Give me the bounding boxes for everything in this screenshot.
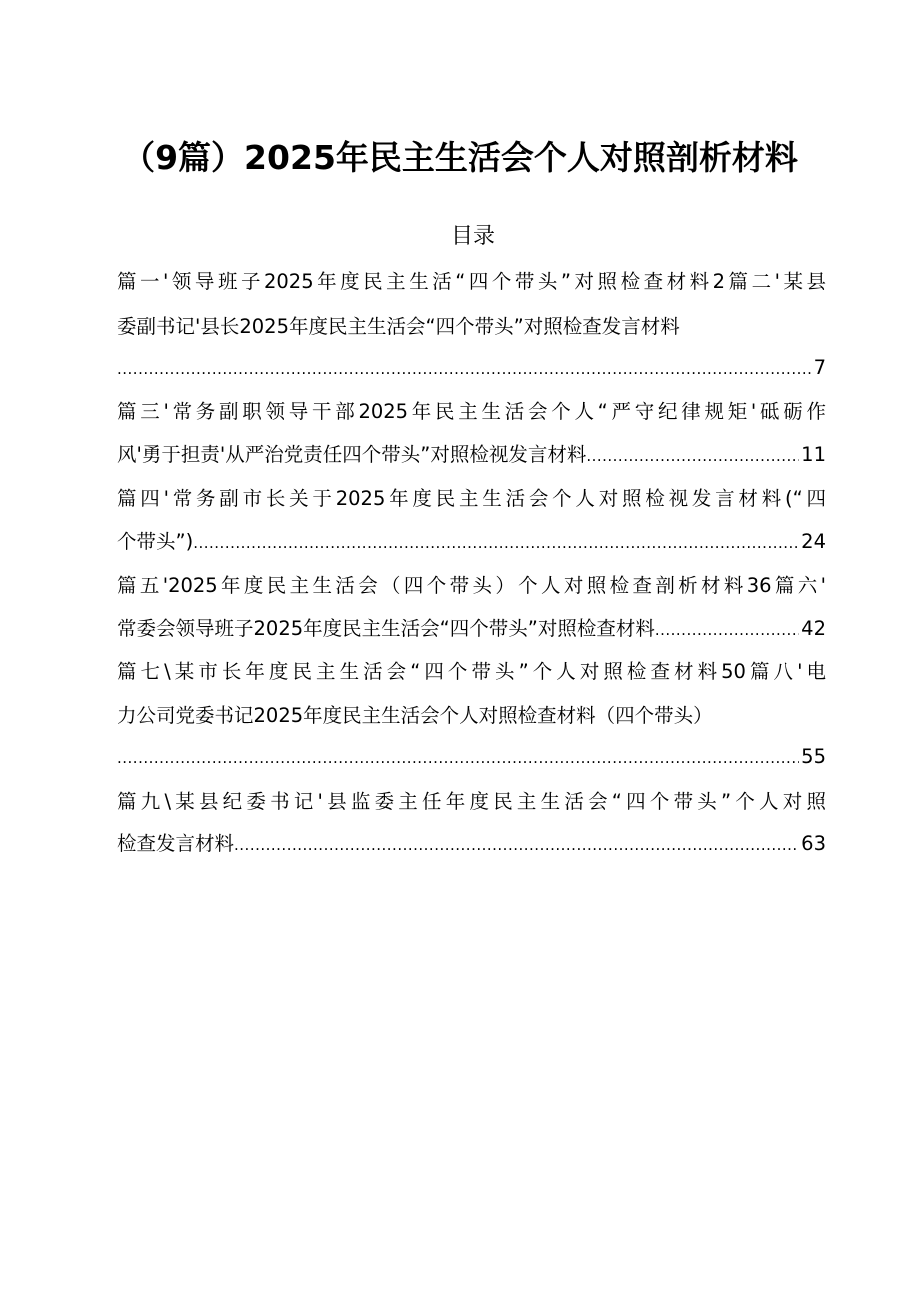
- toc-dot-leader: [117, 744, 799, 772]
- toc-line: [117, 313, 826, 341]
- toc-line-text: 篇九\某县纪委书记'县监委主任年度民主生活会“四个带头”个人对照: [117, 790, 826, 813]
- toc-dot-leader: [586, 442, 799, 470]
- toc-line-text: 常委会领导班子2025年度民主生活会“四个带头”对照检查材料: [117, 617, 655, 640]
- toc-line-text: 委副书记'县长2025年度民主生活会“四个带头”对照检查发言材料: [117, 315, 680, 338]
- toc-page-number: 63: [801, 832, 826, 855]
- toc-dot-leader: [234, 831, 799, 859]
- toc-line-text: 风'勇于担责'从严治党责任四个带头”对照检视发言材料: [117, 443, 587, 466]
- toc-dot-leader: [193, 529, 799, 557]
- toc-line-text: 篇五'2025年度民主生活会（四个带头）个人对照检查剖析材料36篇六': [117, 574, 826, 597]
- toc-page-number: 11: [801, 443, 826, 466]
- toc-page-number: 24: [801, 530, 826, 553]
- toc-heading: 目录: [450, 224, 495, 249]
- toc-line: [117, 572, 826, 600]
- toc-line: [117, 658, 826, 686]
- toc-line: [117, 441, 826, 470]
- toc-line: [117, 485, 826, 513]
- toc-dot-leader: [117, 355, 812, 383]
- toc-line: [117, 268, 826, 296]
- toc-line: [117, 788, 826, 816]
- toc-line: [117, 830, 826, 859]
- toc-line: [117, 354, 826, 383]
- toc-line: [117, 702, 826, 730]
- page-title: （9篇）2025年民主生活会个人对照剖析材料: [122, 138, 798, 177]
- toc-line: [117, 615, 826, 644]
- toc-dot-leader: [655, 616, 799, 644]
- toc-page-number: 55: [801, 745, 826, 768]
- toc-line-text: 篇一'领导班子2025年度民主生活“四个带头”对照检查材料2篇二'某县: [117, 270, 826, 293]
- toc-line-text: 检查发言材料: [117, 832, 235, 855]
- toc-line: [117, 528, 826, 557]
- toc-line-text: 力公司党委书记2025年度民主生活会个人对照检查材料（四个带头）: [117, 704, 713, 727]
- toc-line-text: 个带头”): [117, 530, 194, 553]
- toc-line-text: 篇三'常务副职领导干部2025年民主生活会个人“严守纪律规矩'砥砺作: [117, 400, 826, 423]
- toc-line-text: 篇四'常务副市长关于2025年度民主生活会个人对照检视发言材料(“四: [117, 487, 826, 510]
- toc-line-text: 篇七\某市长年度民主生活会“四个带头”个人对照检查材料50篇八'电: [117, 660, 826, 683]
- toc-line: [117, 398, 826, 426]
- toc-page-number: 42: [801, 617, 826, 640]
- toc-line: [117, 743, 826, 772]
- toc-page-number: 7: [813, 356, 826, 379]
